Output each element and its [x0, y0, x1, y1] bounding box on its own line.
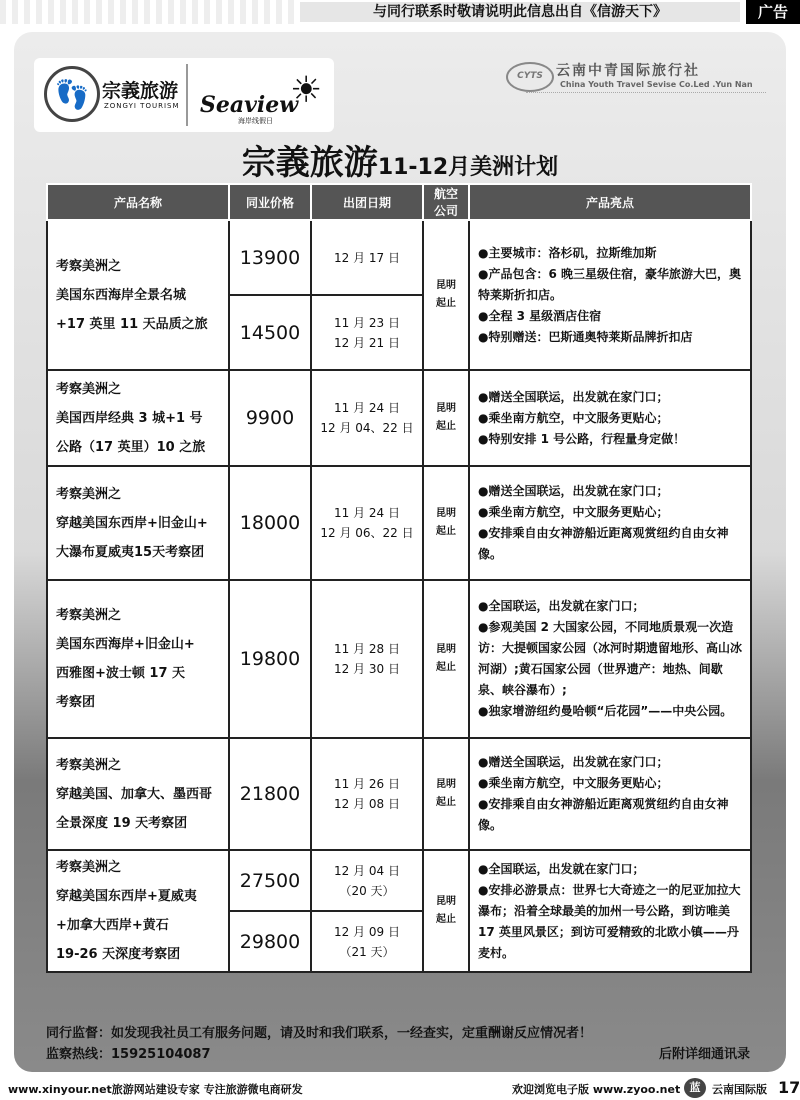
product-name: [47, 370, 229, 466]
highlights-line: ●全程 3 星级酒店住宿: [478, 308, 602, 323]
top-notice: 与同行联系时敬请说明此信息出自《信游天下》: [300, 2, 740, 22]
price-line: 14500: [239, 321, 301, 344]
price: [229, 850, 311, 911]
table-row: [47, 466, 751, 580]
departure-date: [311, 580, 423, 738]
price: [229, 738, 311, 850]
title-sub: 11-12月美洲计划: [377, 155, 559, 180]
product-name: [47, 466, 229, 580]
col-price: 同业价格: [229, 184, 311, 220]
seaview-sub: 海岸线假日: [238, 117, 273, 125]
table-header: [47, 184, 751, 220]
col-date: 出团日期: [311, 184, 423, 220]
product-name-line: 美国西岸经典 3 城+1 号: [56, 410, 203, 426]
highlights-line: ●特别赠送：巴斯通奥特莱斯品牌折扣店: [478, 329, 693, 344]
price-line: 21800: [239, 783, 301, 805]
highlights: [469, 466, 751, 580]
price: [229, 580, 311, 738]
departure-date: [311, 295, 423, 370]
product-name-line: 考察美洲之: [56, 258, 122, 274]
airline-line: 昆明 起止: [436, 896, 456, 925]
highlights-line: ●参观美国 2 大国家公园，不同地质景观一次造访：大提顿国家公园（冰河时期遗留地形、高山冰河湖）;黄石国家公园（世界遗产：地热、间歇泉、峡谷瀑布）;: [478, 620, 743, 697]
airline: [423, 738, 469, 850]
highlights-line: ●乘坐南方航空，中文服务更贴心；: [478, 776, 669, 790]
price-line: 27500: [239, 869, 301, 892]
price-line: 19800: [239, 648, 301, 670]
bottom-bar: [0, 1076, 800, 1100]
price: [229, 295, 311, 370]
departure-date-line: （21 天）: [339, 944, 395, 959]
ad-tag: 广告: [746, 0, 800, 24]
departure-date: [311, 466, 423, 580]
airline: [423, 466, 469, 580]
departure-date: [311, 911, 423, 972]
price: [229, 220, 311, 295]
price-line: 29800: [239, 930, 301, 953]
page-number: 17: [778, 1078, 800, 1097]
website-ad: www.xinyour.net旅游网站建设专家 专注旅游微电商研发: [8, 1083, 303, 1096]
highlights-line: ●乘坐南方航空，中文服务更贴心；: [478, 505, 669, 519]
col-airline: 航空 公司: [423, 184, 469, 220]
logo-box: [34, 58, 334, 132]
departure-date-line: 11 月 24 日: [334, 401, 400, 415]
airline-line: 昆明 起止: [436, 508, 456, 537]
seaview-logo: [194, 66, 330, 124]
product-name-line: 美国东西海岸全景名城: [56, 287, 187, 303]
highlights: [469, 580, 751, 738]
product-name: [47, 850, 229, 972]
agency-en: China Youth Travel Sevise Co.Led .Yun Nan: [560, 80, 753, 89]
price-line: 18000: [239, 512, 301, 534]
product-name-line: 考察美洲之: [56, 486, 122, 502]
highlights-line: ●乘坐南方航空，中文服务更贴心；: [478, 410, 669, 425]
agency-contact-line: [526, 92, 766, 97]
departure-date-line: 12 月 17 日: [334, 250, 400, 265]
product-name-line: 穿越美国、加拿大、墨西哥: [56, 786, 213, 802]
seaview-name: Seaview: [200, 92, 299, 118]
table-row: [47, 220, 751, 295]
product-name-line: +17 英里 11 天品质之旅: [56, 316, 208, 332]
price: [229, 466, 311, 580]
ebook-link[interactable]: 欢迎浏览电子版 www.zyoo.net: [512, 1083, 681, 1096]
airline-line: 昆明 起止: [436, 779, 456, 808]
product-name-line: 考察美洲之: [56, 381, 122, 397]
product-table: [46, 183, 752, 973]
supervision-note: 同行监督：如发现我社员工有服务问题，请及时和我们联系，一经查实，定重酬谢反应情况者！: [46, 1026, 593, 1041]
price-line: 9900: [245, 407, 295, 429]
departure-date-line: 12 月 08 日: [334, 797, 400, 811]
zongyi-logo: [44, 66, 184, 124]
checker-pattern: [0, 0, 300, 24]
highlights: [469, 850, 751, 972]
table-row: [47, 370, 751, 466]
highlights-line: ●赠送全国联运，出发就在家门口；: [478, 484, 669, 498]
product-name-line: 公路（17 英里）10 之旅: [56, 439, 206, 455]
highlights: [469, 370, 751, 466]
product-name: [47, 738, 229, 850]
airline: [423, 850, 469, 972]
departure-date: [311, 738, 423, 850]
departure-date-line: 12 月 30 日: [334, 662, 400, 676]
airline: [423, 220, 469, 370]
product-name-line: 穿越美国东西岸+旧金山+: [56, 515, 208, 531]
departure-date-line: 11 月 24 日: [334, 506, 400, 520]
page-title: [0, 135, 800, 184]
price: [229, 370, 311, 466]
price-line: 13900: [239, 246, 301, 269]
highlights-line: ●全国联运，出发就在家门口；: [478, 861, 645, 876]
airline-line: 昆明 起止: [436, 280, 456, 309]
departure-date-line: （20 天）: [339, 883, 395, 898]
hotline: 监察热线：15925104087: [46, 1047, 211, 1062]
product-name-line: 美国东西海岸+旧金山+: [56, 637, 195, 652]
highlights-line: ●安排乘自由女神游船近距离观赏纽约自由女神像。: [478, 526, 729, 561]
airline: [423, 580, 469, 738]
airline: [423, 370, 469, 466]
departure-date-line: 11 月 26 日: [334, 777, 400, 791]
col-highlights: 产品亮点: [469, 184, 751, 220]
highlights-line: ●主要城市：洛杉矶，拉斯维加斯: [478, 245, 657, 260]
edition-badge: 蓝: [684, 1078, 706, 1098]
highlights: [469, 220, 751, 370]
product-name-line: 考察美洲之: [56, 860, 122, 875]
departure-date: [311, 220, 423, 295]
agency-name: 云南中青国际旅行社: [556, 63, 700, 79]
departure-date-line: 11 月 28 日: [334, 642, 400, 656]
product-name-line: 19-26 天深度考察团: [56, 947, 181, 962]
product-name-line: 全景深度 19 天考察团: [56, 815, 188, 831]
footer: [46, 1022, 754, 1064]
price: [229, 911, 311, 972]
product-name-line: 考察美洲之: [56, 757, 122, 773]
highlights-line: ●安排乘自由女神游船近距离观赏纽约自由女神像。: [478, 797, 729, 832]
col-product: 产品名称: [47, 184, 229, 220]
departure-date-line: 12 月 04 日: [334, 863, 400, 878]
top-bar: [0, 0, 800, 24]
footprint-icon: 👣: [44, 66, 100, 122]
departure-date-line: 11 月 23 日: [334, 315, 400, 330]
product-name-line: 西雅图+波士顿 17 天: [56, 666, 186, 681]
contacts-note: 后附详细通讯录: [658, 1047, 750, 1062]
table-row: [47, 580, 751, 738]
departure-date: [311, 850, 423, 911]
logo-divider: [186, 64, 188, 126]
product-name: [47, 580, 229, 738]
zongyi-name: 宗義旅游: [102, 80, 179, 102]
product-name-line: 考察团: [56, 695, 96, 710]
departure-date: [311, 370, 423, 466]
highlights-line: ●独家增游纽约曼哈顿“后花园”——中央公园。: [478, 704, 733, 718]
highlights: [469, 738, 751, 850]
edition-name: 云南国际版: [712, 1083, 767, 1096]
airline-line: 昆明 起止: [436, 644, 456, 673]
airline-line: 昆明 起止: [436, 403, 456, 432]
highlights-line: ●特别安排 1 号公路，行程量身定做！: [478, 431, 686, 446]
title-main: 宗義旅游: [241, 143, 378, 183]
table-row: [47, 738, 751, 850]
zongyi-en: ZONGYI TOURISM: [104, 102, 180, 110]
departure-date-line: 12 月 09 日: [334, 924, 400, 939]
departure-date-line: 12 月 21 日: [334, 335, 400, 350]
product-name-line: 穿越美国东西岸+夏威夷: [56, 889, 197, 904]
product-name-line: 大瀑布夏威夷15天考察团: [56, 544, 205, 560]
product-name: [47, 220, 229, 370]
departure-date-line: 12 月 04、22 日: [320, 421, 414, 435]
highlights-line: ●赠送全国联运，出发就在家门口；: [478, 755, 669, 769]
highlights-line: ●安排必游景点：世界七大奇迹之一的尼亚加拉大瀑布；沿着全球最美的加州一号公路，到访唯美 17 英里风景区；到访可爱精致的北欧小镇——丹麦村。: [478, 882, 741, 960]
highlights-line: ●产品包含：6 晚三星级住宿，豪华旅游大巴，奥特莱斯折扣店。: [478, 266, 741, 302]
agency-logo: [506, 60, 768, 100]
table-row: [47, 850, 751, 911]
sun-icon: ☀: [290, 70, 323, 111]
highlights-line: ●赠送全国联运，出发就在家门口；: [478, 389, 669, 404]
product-name-line: 考察美洲之: [56, 608, 122, 623]
cyts-mark: CYTS: [506, 62, 554, 92]
departure-date-line: 12 月 06、22 日: [320, 526, 414, 540]
product-name-line: +加拿大西岸+黄石: [56, 918, 169, 933]
highlights-line: ●全国联运，出发就在家门口；: [478, 599, 645, 613]
